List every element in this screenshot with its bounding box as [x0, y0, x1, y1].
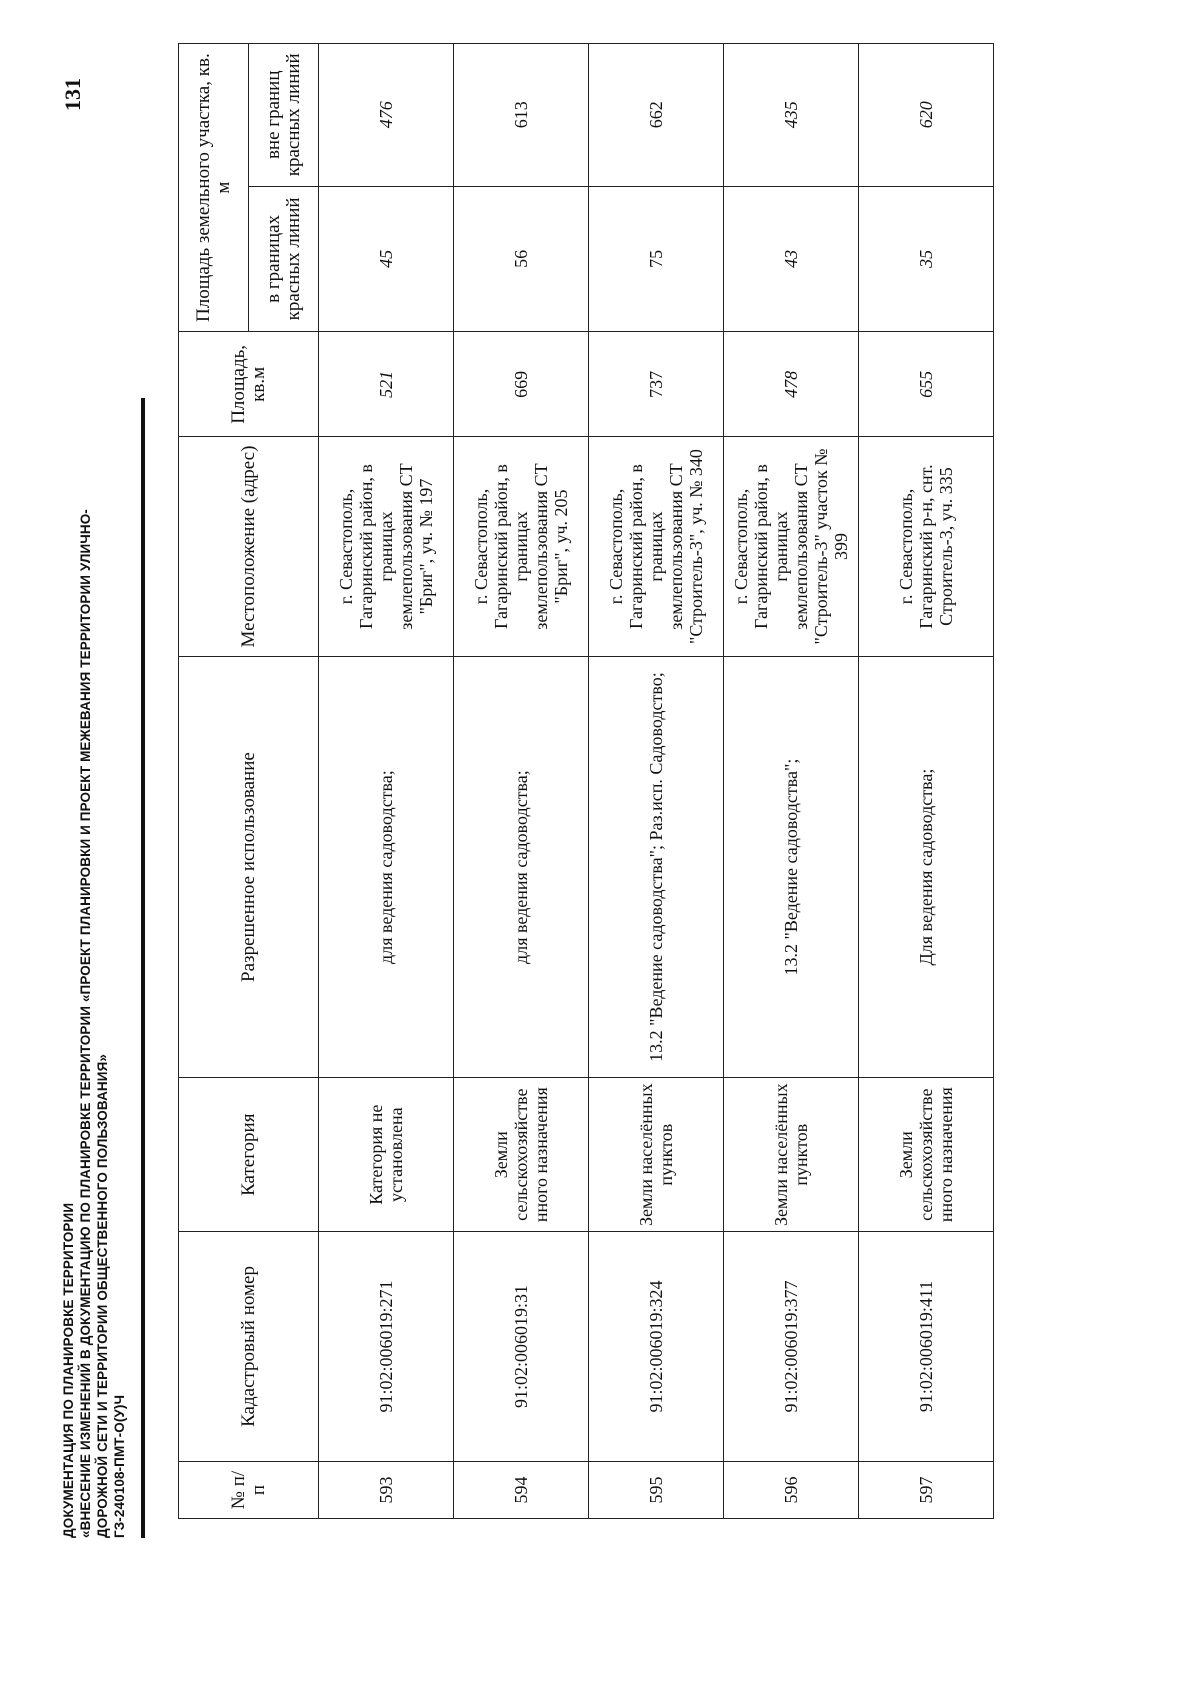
document-header: [60, 378, 128, 1538]
page-number: 131: [60, 78, 85, 111]
cell-num: 593: [319, 1462, 454, 1519]
cell-location: г. Севастополь, Гагаринский район, в границах землепользования СТ "Строитель-3", уч. № 340: [589, 437, 724, 656]
cell-num: 597: [859, 1462, 994, 1519]
cell-num: 594: [454, 1462, 589, 1519]
cell-area: 737: [589, 332, 724, 437]
table-row: [724, 44, 859, 1519]
cell-category: Земли сельскохозяйстве нного назначения: [859, 1078, 994, 1231]
cell-outside: 662: [589, 44, 724, 187]
cell-cadastral: 91:02:006019:411: [859, 1231, 994, 1461]
cell-inside: 35: [859, 186, 994, 332]
col-header-permitted-use: Разрешенное использование: [179, 656, 319, 1078]
header-line-3: ДОРОЖНОЙ СЕТИ И ТЕРРИТОРИИ ОБЩЕСТВЕННОГО ПОЛЬЗОВАНИЯ»: [95, 1054, 110, 1538]
cell-cadastral: 91:02:006019:324: [589, 1231, 724, 1461]
cell-inside: 75: [589, 186, 724, 332]
cell-inside: 45: [319, 186, 454, 332]
cell-area: 521: [319, 332, 454, 437]
header-line-2: «ВНЕСЕНИЕ ИЗМЕНЕНИЙ В ДОКУМЕНТАЦИЮ ПО ПЛАНИРОВКЕ ТЕРРИТОРИИ «ПРОЕКТ ПЛАНИРОВКИ И ПРОЕКТ МЕЖЕВАНИЯ ТЕРРИТОРИИ УЛИЧНО-: [78, 509, 93, 1538]
cell-cadastral: 91:02:006019:31: [454, 1231, 589, 1461]
cell-inside: 56: [454, 186, 589, 332]
cell-location: г. Севастополь, Гагаринский район, в границах землепользования СТ "Бриг", уч. 205: [454, 437, 589, 656]
table-row: [859, 44, 994, 1519]
cell-cadastral: 91:02:006019:377: [724, 1231, 859, 1461]
table-row: [454, 44, 589, 1519]
cell-outside: 476: [319, 44, 454, 187]
col-header-land-area-group: Площадь земельного участка, кв. м: [179, 44, 249, 332]
cell-permitted-use: 13.2 "Ведение садоводства";: [724, 656, 859, 1078]
cell-area: 655: [859, 332, 994, 437]
col-header-inside-red-lines: в границах красных линий: [249, 186, 319, 332]
cell-category: Земли населённых пунктов: [724, 1078, 859, 1231]
col-header-num: № п/п: [179, 1462, 319, 1519]
cell-location: г. Севастополь, Гагаринский район, в границах землепользования СТ "Бриг", уч. № 197: [319, 437, 454, 656]
header-rule: [141, 398, 145, 1538]
cell-inside: 43: [724, 186, 859, 332]
header-line-4: ГЗ-240108-ПМТ-О(У)Ч: [112, 1394, 127, 1538]
land-plots-table: [178, 43, 994, 1519]
cell-permitted-use: 13.2 "Ведение садоводства"; Раз.исп. Садоводство;: [589, 656, 724, 1078]
cell-num: 595: [589, 1462, 724, 1519]
cell-permitted-use: Для ведения садоводства;: [859, 656, 994, 1078]
cell-cadastral: 91:02:006019:271: [319, 1231, 454, 1461]
table-row: [589, 44, 724, 1519]
col-header-cadastral: Кадастровый номер: [179, 1231, 319, 1461]
cell-outside: 613: [454, 44, 589, 187]
table-row: [319, 44, 454, 1519]
cell-outside: 435: [724, 44, 859, 187]
cell-category: Земли населённых пунктов: [589, 1078, 724, 1231]
cell-permitted-use: для ведения садоводства;: [319, 656, 454, 1078]
cell-area: 478: [724, 332, 859, 437]
cell-category: Категория не установлена: [319, 1078, 454, 1231]
cell-permitted-use: для ведения садоводства;: [454, 656, 589, 1078]
col-header-category: Категория: [179, 1078, 319, 1231]
cell-location: г. Севастополь, Гагаринский район, в границах землепользования СТ "Строитель-3" участок № 399: [724, 437, 859, 656]
cell-outside: 620: [859, 44, 994, 187]
header-line-1: ДОКУМЕНТАЦИЯ ПО ПЛАНИРОВКЕ ТЕРРИТОРИИ: [61, 1202, 76, 1538]
cell-num: 596: [724, 1462, 859, 1519]
cell-category: Земли сельскохозяйстве нного назначения: [454, 1078, 589, 1231]
col-header-outside-red-lines: вне границ красных линий: [249, 44, 319, 187]
col-header-location: Местоположение (адрес): [179, 437, 319, 656]
cell-area: 669: [454, 332, 589, 437]
cell-location: г. Севастополь, Гагаринский р-н, снт. Строитель-3, уч. 335: [859, 437, 994, 656]
col-header-area: Площадь, кв.м: [179, 332, 319, 437]
